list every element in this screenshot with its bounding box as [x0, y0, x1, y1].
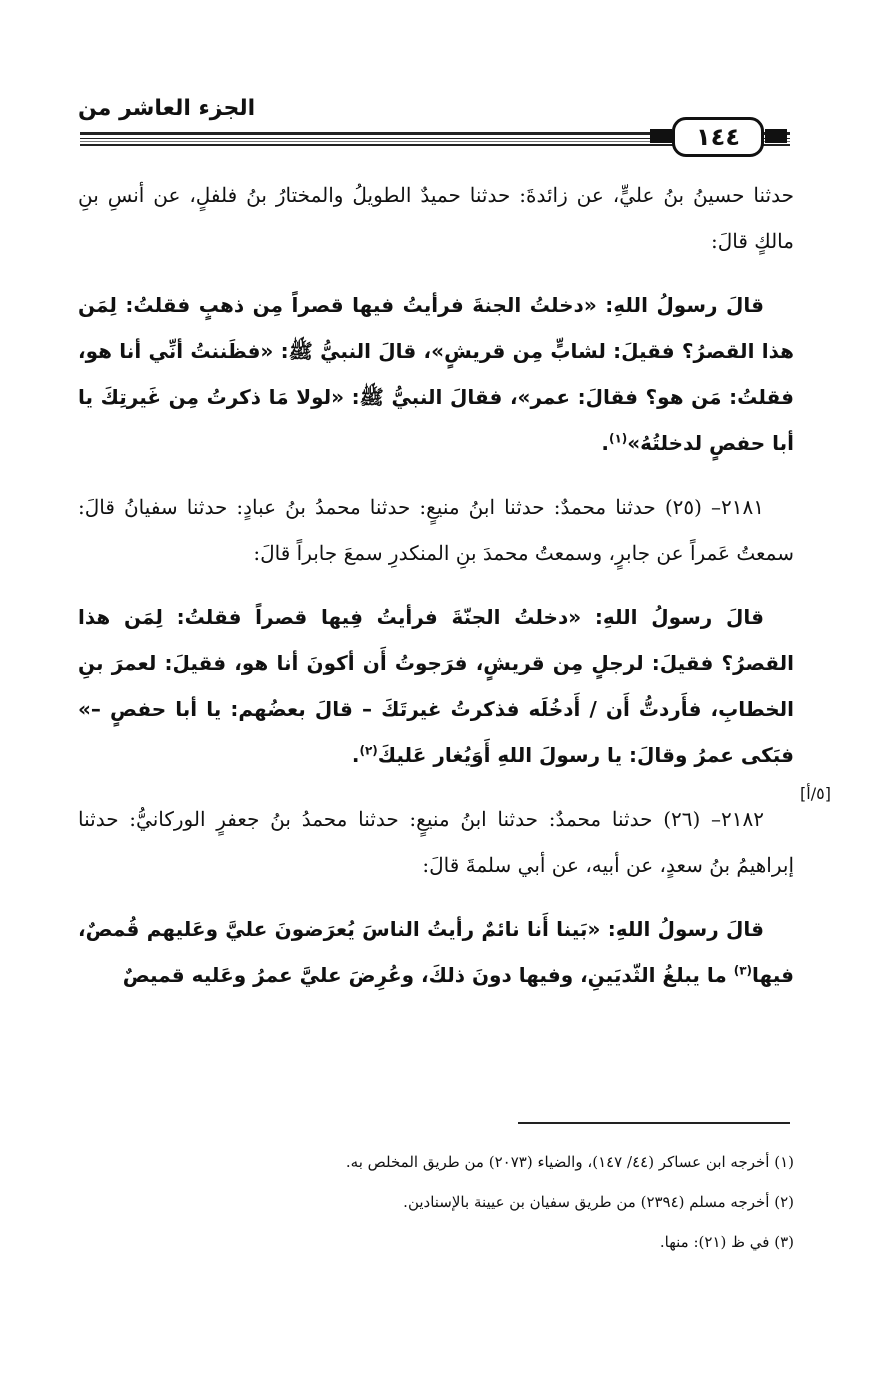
footnote: (٣) في ظ (٢١): منها.: [659, 1233, 794, 1251]
page-number-box: [672, 117, 764, 157]
isnad-paragraph: [78, 172, 794, 264]
footnote-marker: (١): [608, 431, 628, 446]
footnote-marker: (٢): [359, 743, 378, 758]
page-number: ١٤٤: [696, 123, 740, 151]
paragraph-end: .: [351, 743, 360, 767]
paragraph-text: حدثنا حسينُ بنُ عليٍّ، عن زائدةَ: حدثنا حميدٌ الطويلُ والمختارُ بنُ فلفلٍ، عن أنسِ بنِ مالكٍ قالَ:: [78, 183, 794, 253]
footnote: (١) أخرجه ابن عساكر (٤٤/ ١٤٧)، والضياء (٢٠٧٣) من طريق المخلص به.: [345, 1153, 794, 1171]
hadith-text-paragraph: [78, 594, 794, 778]
hadith-text-paragraph: [78, 282, 794, 466]
paragraph-text: قالَ رسولُ اللهِ: «دخلتُ الجنةَ فرأيتُ فيها قصراً مِن ذهبٍ فقلتُ: لِمَن هذا القصرُ؟ فقيلَ: لشابٍّ مِن قريشٍ»، قالَ النبيُّ ﷺ: «فظَننتُ أنِّي أنا هو، فقلتُ: مَن هو؟ فقالَ: عمر»، فقالَ النبيُّ ﷺ: «لولا مَا ذكرتُ مِن غَيرتِكَ يا أبا حفصٍ لدخلتُهُ»: [78, 293, 794, 455]
footnote-marker: (٣): [733, 963, 753, 978]
paragraph-end: .: [601, 431, 609, 455]
running-head: الجزء العاشر من: [78, 96, 256, 121]
paragraph-text: قالَ رسولُ اللهِ: «دخلتُ الجنّةَ فرأيتُ فِيها قصراً فقلتُ: لِمَن هذا القصرُ؟ فقيلَ: لرجلٍ مِن قريشٍ، فرَجوتُ أَن أكونَ أنا هو، فقيلَ: لعمرَ بنِ الخطابِ، فأَردتُّ أَن / أَدخُلَه فذكرتُ غيرتَكَ – قالَ بعضُهم: يا أبا حفصٍ –» فبَكى عمرُ وقالَ: يا رسولَ اللهِ أَوَيُغار عَليكَ: [78, 605, 794, 767]
paragraph-text: ٢١٨١– (٢٥) حدثنا محمدٌ: حدثنا ابنُ منيعٍ: حدثنا محمدُ بنُ عبادٍ: حدثنا سفيانُ قالَ: سمعتُ عَمراً عن جابرٍ، وسمعتُ محمدَ بنِ المنكدرِ سمعَ جابراً قالَ:: [78, 495, 794, 565]
isnad-paragraph: [78, 796, 794, 888]
manuscript-folio-reference: [٥/أ]: [800, 784, 831, 803]
footnote: (٢) أخرجه مسلم (٢٣٩٤) من طريق سفيان بن عيينة بالإسنادين.: [403, 1193, 794, 1211]
footnotes: [140, 1142, 794, 1262]
footnote-separator: [518, 1122, 790, 1124]
page-number-ornament: [765, 129, 787, 143]
isnad-paragraph: [78, 484, 794, 576]
paragraph-text: ٢١٨٢– (٢٦) حدثنا محمدٌ: حدثنا ابنُ منيعٍ: حدثنا محمدُ بنُ جعفرٍ الوركانيُّ: حدثنا إبراهيمُ بنُ سعدٍ، عن أبيه، عن أبي سلمةَ قالَ:: [78, 807, 794, 877]
hadith-text-paragraph: [78, 906, 794, 998]
paragraph-end: ما يبلغُ الثّديَينِ، وفيها دونَ ذلكَ، وعُرِضَ عليَّ عمرُ وعَليه قميصٌ: [122, 963, 734, 987]
paragraph-text: قالَ رسولُ اللهِ: «بَينا أَنا نائمٌ رأيتُ الناسَ يُعرَضونَ عليَّ وعَليهم قُمصٌ، فيها: [78, 917, 794, 987]
page-number-ornament: [650, 129, 672, 143]
main-text: [78, 172, 794, 1016]
